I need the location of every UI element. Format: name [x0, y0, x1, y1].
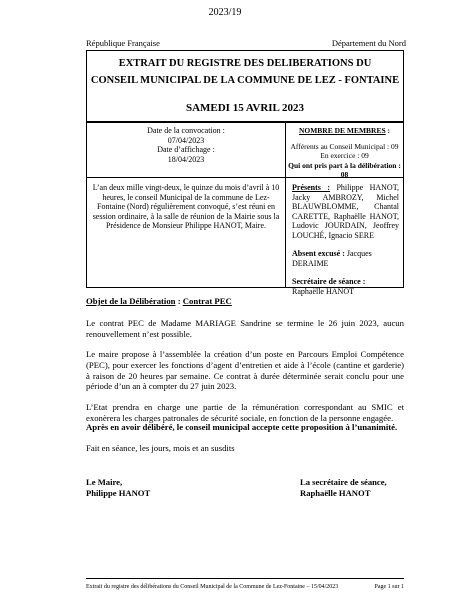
convocation-label: Date de la convocation :	[147, 126, 225, 135]
title-box	[86, 50, 404, 122]
paragraph-etat: L’Etat prendra en charge une partie de la rémunération correspondant au SMIC et exonèrera les charges patronales de sécurité sociale, en fonction de la personne engagée.	[86, 402, 404, 423]
membres-votants: Qui ont pris part à la délibération : 08	[288, 160, 401, 179]
maire-title: Le Maire,	[86, 477, 123, 487]
objet-value: Contrat PEC	[182, 296, 232, 306]
footer-text: Extrait du registre des délibérations du Conseil Municipal de la Commune de Lez-Fontaine – 15/04/2023	[86, 584, 339, 590]
maire-name: Philippe HANOT	[86, 488, 151, 498]
membres-box	[286, 122, 404, 178]
membres-heading: NOMBRE DE MEMBRES	[298, 126, 386, 135]
membres-afferents: Afférents au Conseil Municipal : 09	[290, 141, 399, 151]
preamble-text: L’an deux mille vingt-deux, le quinze du mois d’avril à 10 heures, le conseil Municipal de la commune de Lez-Fontaine (Nord) régulièrement convoqué, s’est réuni en session ordinaire, à la salle de réunion de la Mairie sous la Présidence de Monsieur Philippe HANOT, Maire.	[92, 183, 280, 230]
maire-signature	[86, 477, 150, 499]
affichage-label: Date d’affichage :	[157, 145, 215, 154]
paragraph-proposition: Le maire propose à l’assemblée la création d’un poste en Parcours Emploi Compétence (PEC), pour exercer les fonctions d’agent d’entretien et aide à l’école (cantine et garderie) à raison de 20 heures par semaine. Ce contrat à durée déterminée serait conclu pour une période d’un an à compter du 27 juin 2023.	[86, 349, 404, 392]
secretaire-signature	[300, 477, 387, 499]
objet-label: Objet de la Délibération	[86, 296, 176, 306]
secretaire-label: Secrétaire de séance :	[292, 277, 366, 286]
departement-label: Département du Nord	[331, 38, 406, 48]
absent-names: Jacques DERAIME	[292, 249, 372, 268]
presents-names: Philippe HANOT, Jacky AMBROZY, Michel BLAUWBLOMME, Chantal CARETTE, Raphaëlle HANOT, Ludovic JOURDAIN, Jeoffrey LOUCHÉ, Ignacio SERE	[292, 183, 400, 240]
header-line	[86, 38, 406, 48]
footer-rule	[86, 578, 404, 579]
footer	[86, 584, 404, 590]
convocation-date: 07/04/2023	[167, 135, 205, 145]
convocation-box	[86, 122, 286, 178]
paragraph-decision: Après en avoir délibéré, le conseil municipal accepte cette proposition à l’unanimité.	[86, 422, 398, 432]
paragraph-fait: Fait en séance, les jours, mois et an susdits	[86, 443, 235, 453]
paragraph-contrat: Le contrat PEC de Madame MARIAGE Sandrine se termine le 26 juin 2023, aucun renouvellement n’est possible.	[86, 318, 404, 339]
preamble-box	[86, 178, 286, 288]
membres-heading-colon: :	[385, 126, 391, 135]
objet-sep: :	[175, 296, 183, 306]
absent-block	[292, 249, 399, 268]
attendance-box	[286, 178, 404, 296]
presents-block	[292, 183, 399, 240]
membres-heading-row	[286, 126, 403, 136]
secretaire-block	[292, 277, 399, 296]
absent-label: Absent excusé :	[292, 249, 345, 258]
page-number: Page 1 sur 1	[374, 584, 404, 590]
deliberation-reference: 2023/19	[208, 7, 242, 18]
session-date: SAMEDI 15 AVRIL 2023	[185, 102, 305, 114]
membres-exercice: En exercice : 09	[320, 151, 369, 160]
title-line-2: CONSEIL MUNICIPAL DE LA COMMUNE DE LEZ - FONTAINE	[90, 75, 400, 86]
affichage-date: 18/04/2023	[167, 154, 205, 164]
objet-line	[86, 296, 404, 307]
presents-label: Présents :	[292, 183, 331, 192]
secretaire-name: Raphaëlle HANOT	[292, 286, 354, 296]
secretaire-sig-title: La secrétaire de séance,	[300, 477, 387, 487]
republique-label: République Française	[86, 38, 160, 48]
secretaire-sig-name: Raphaëlle HANOT	[300, 488, 371, 498]
title-line-1: EXTRAIT DU REGISTRE DES DELIBERATIONS DU	[118, 58, 372, 69]
